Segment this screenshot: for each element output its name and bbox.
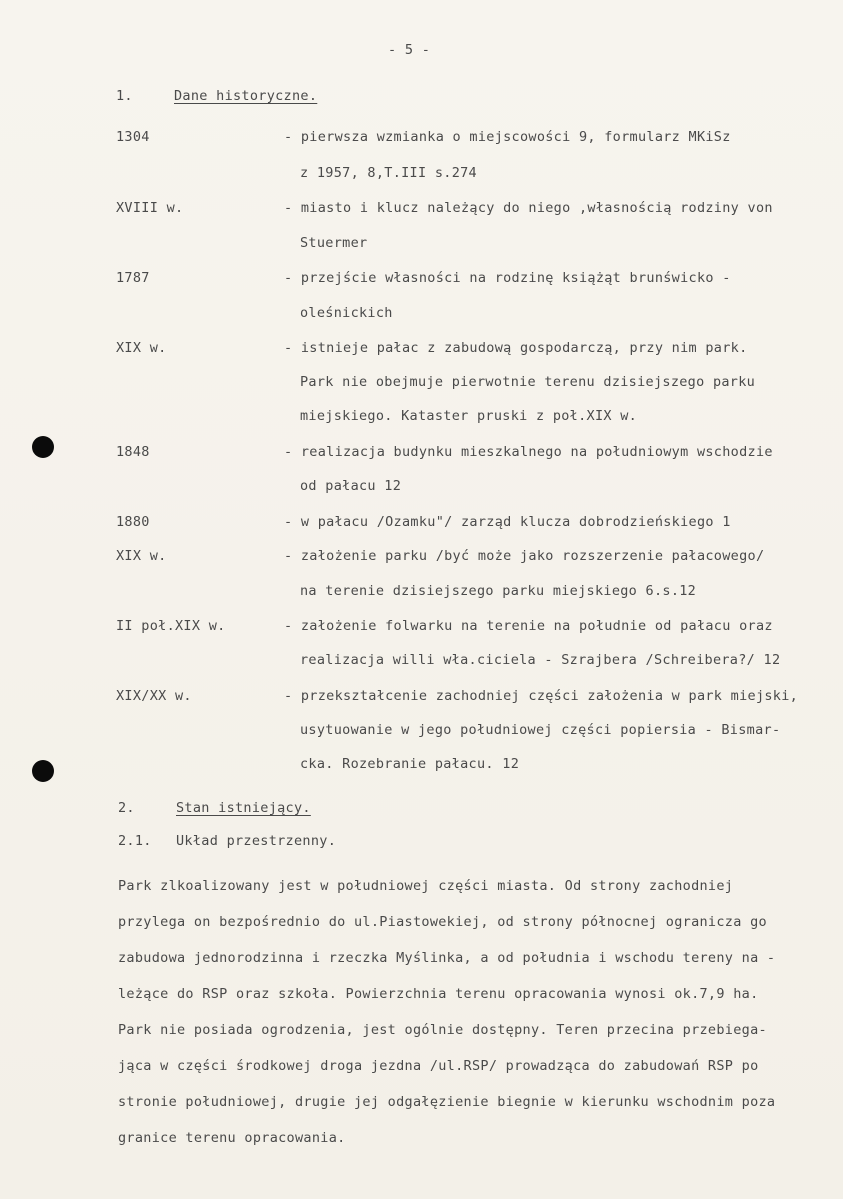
timeline-text: usytuowanie w jego południowej części popiersia - Bismar- — [300, 722, 781, 738]
timeline-date: 1880 — [116, 514, 150, 530]
paragraph-line: jąca w części środkowej droga jezdna /ul.RSP/ prowadząca do zabudowań RSP po — [118, 1058, 759, 1074]
timeline-date: 1787 — [116, 270, 150, 286]
timeline-text: - założenie parku /być może jako rozszerzenie pałacowego/ — [284, 548, 765, 564]
timeline-date: II poł.XIX w. — [116, 618, 226, 634]
paragraph-line: zabudowa jednorodzinna i rzeczka Myślinka, a od południa i wschodu tereny na - — [118, 950, 776, 966]
paragraph-line: leżące do RSP oraz szkoła. Powierzchnia terenu opracowania wynosi ok.7,9 ha. — [118, 986, 759, 1002]
paragraph-line: stronie południowej, drugie jej odgałęzienie biegnie w kierunku wschodnim poza — [118, 1094, 776, 1110]
page-number: - 5 - — [388, 42, 431, 58]
paragraph-line: granice terenu opracowania. — [118, 1130, 346, 1146]
timeline-text: - realizacja budynku mieszkalnego na południowym wschodzie — [284, 444, 773, 460]
paragraph-line: Park nie posiada ogrodzenia, jest ogólnie dostępny. Teren przecina przebiega- — [118, 1022, 767, 1038]
timeline-date: XIX/XX w. — [116, 688, 192, 704]
timeline-text: z 1957, 8,T.III s.274 — [300, 165, 477, 181]
timeline-date: 1848 — [116, 444, 150, 460]
paragraph-line: Park zlkoalizowany jest w południowej części miasta. Od strony zachodniej — [118, 878, 734, 894]
section-1-number: 1. — [116, 88, 133, 104]
timeline-text: Stuermer — [300, 235, 368, 251]
punch-hole — [32, 760, 54, 782]
timeline-text: - miasto i klucz należący do niego ,własnością rodziny von — [284, 200, 773, 216]
section-2-title: Stan istniejący. — [176, 800, 311, 816]
timeline-text: od pałacu 12 — [300, 478, 402, 494]
subsection-number: 2.1. — [118, 833, 152, 849]
timeline-text: - pierwsza wzmianka o miejscowości 9, formularz MKiSz — [284, 129, 731, 145]
timeline-text: miejskiego. Kataster pruski z poł.XIX w. — [300, 408, 638, 424]
timeline-date: XVIII w. — [116, 200, 184, 216]
timeline-text: - przejście własności na rodzinę książąt brunświcko - — [284, 270, 731, 286]
timeline-text: - założenie folwarku na terenie na południe od pałacu oraz — [284, 618, 773, 634]
timeline-date: 1304 — [116, 129, 150, 145]
timeline-text: na terenie dzisiejszego parku miejskiego 6.s.12 — [300, 583, 697, 599]
timeline-date: XIX w. — [116, 548, 167, 564]
timeline-text: - przekształcenie zachodniej części założenia w park miejski, — [284, 688, 799, 704]
punch-hole — [32, 436, 54, 458]
timeline-text: realizacja willi wła.ciciela - Szrajbera /Schreibera?/ 12 — [300, 652, 781, 668]
subsection-title: Układ przestrzenny. — [176, 833, 337, 849]
timeline-text: - w pałacu /Ozamku"/ zarząd klucza dobrodzieńskiego 1 — [284, 514, 731, 530]
section-2-number: 2. — [118, 800, 135, 816]
timeline-text: cka. Rozebranie pałacu. 12 — [300, 756, 520, 772]
section-1-title: Dane historyczne. — [174, 88, 318, 104]
paragraph — [118, 868, 808, 1156]
timeline-text: Park nie obejmuje pierwotnie terenu dzisiejszego parku — [300, 374, 756, 390]
timeline-text: oleśnickich — [300, 305, 393, 321]
paragraph-line: przylega on bezpośrednio do ul.Piastowekiej, od strony północnej ogranicza go — [118, 914, 767, 930]
timeline-date: XIX w. — [116, 340, 167, 356]
timeline-text: - istnieje pałac z zabudową gospodarczą, przy nim park. — [284, 340, 748, 356]
